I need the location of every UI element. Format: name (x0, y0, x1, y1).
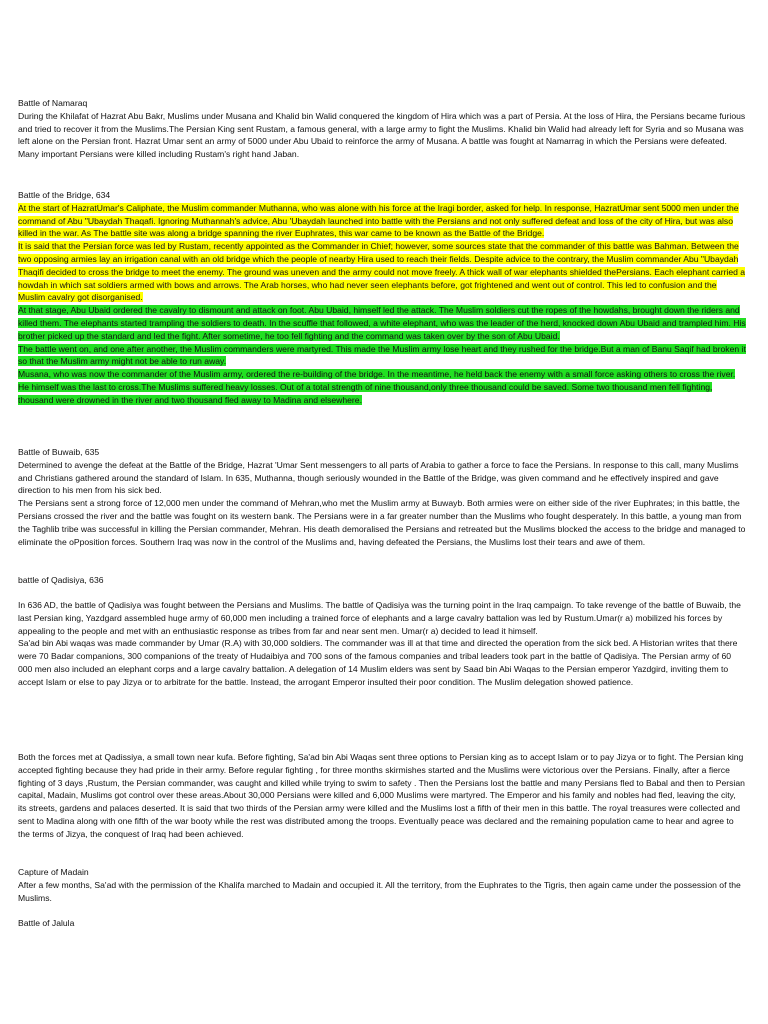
section-qadissiya-battle (18, 751, 746, 841)
section-namaraq (18, 97, 746, 161)
section-title: Capture of Madain (18, 867, 89, 877)
paragraph: The Persians sent a strong force of 12,000 men under the command of Mehran,who met the Muslim army at Buwayb. Both armies were on either side of the river Euphrates; in this battle, the Persians crossed the river and the battle was fought on its western bank. The Persians were in a far greater number than the Muslims who fought desperately. In this battle, a young man from the Taghlib tribe was successful in killing the Persian commander, Mehran. His death demoralised the Persians and retreated but the Muslims blocked the access to the bridge and managed to eliminate the oPposition forces. Southern Iraq was now in the control of the Muslims and, having defeated the Persians, the Muslims lost their tears and awe of them. (18, 498, 746, 547)
highlight-green: At that stage, Abu Ubaid ordered the cavalry to dismount and attack on foot. Abu Ubaid, himself led the attack. The Muslim soldiers cut the ropes of the howdahs, brought down the riders and killed them. The elephants started trampling the soldiers to death. In the scuffle that followed, a white elephant, who was the leader of the herd, knocked down Abu Ubaid and trampled him. His brother picked up the standard and led the fight. After sometime, he too fell fighting and the command was taken over by the son of Abu Ubaid. (18, 305, 746, 341)
section-title: Battle of Namaraq (18, 98, 88, 108)
paragraph: During the Khilafat of Hazrat Abu Bakr, Muslims under Musana and Khalid bin Walid conquered the kingdom of Hira which was a part of Persia. At the loss of Hira, the Persians became furious and tried to recover it from the Muslims.The Persian King sent Rustam, a famous general, with a large army to fight the Muslims. Khalid bin Walid had already left for Syria and so Musana was left alone on the Persian front. Hazrat Umar sent an army of 5000 under Abu Ubaid to reinforce the army of Musana. A battle was fought at Namarrag in which the Persians were defeated. Many important Persians were killed including Rustam's right hand Jaban. (18, 110, 746, 160)
section-madain (18, 866, 746, 904)
section-title: Battle of Buwaib, 635 (18, 447, 100, 457)
paragraph: Determined to avenge the defeat at the Battle of the Bridge, Hazrat 'Umar Sent messengers to all parts of Arabia to gather a force to face the Persians. In response to this call, many Muslims and Christians gathered around the standard of Islam. In 635, Muthanna, though seriously wounded in the Battle of the Bridge, was given command and he effectively inspired and gave direction to his men from his sick bed. (18, 459, 739, 496)
section-title: Battle of Jalula (18, 918, 75, 928)
paragraph-highlighted-green (18, 343, 746, 369)
section-buwaib (18, 446, 746, 548)
section-jalula (18, 917, 746, 930)
section-bridge (18, 189, 746, 407)
section-qadisiya (18, 599, 746, 689)
highlight-yellow: At the start of HazratUmar's Caliphate, the Muslim commander Muthanna, who was alone with his force at the Iragi border, asked for help. In response, HazratUmar sent 5000 men under the command of Abu "Ubaydah Thaqafi. Ignoring Muthannah's advice, Abu 'Ubaydah launched into battle with the Persians and not only suffered defeat and loss of the city of Hira, but was also killed in the war. As The battle site was along a bridge spanning the river Euphrates, this war came to be known as the Battle of the Bridge. (18, 202, 739, 239)
highlight-green: The battle went on, and one after another, the Muslim commanders were martyred. This made the Muslim army lose heart and they rushed for the bridge.But a man of Banu Saqif had broken it so that the Muslim army might not be able to run away. (18, 343, 746, 367)
paragraph-highlighted-green (18, 368, 746, 406)
paragraph: After a few months, Sa'ad with the permission of the Khalifa marched to Madain and occupied it. All the territory, from the Euphrates to the Tigris, then again came under the possession of the Muslims. (18, 879, 741, 903)
section-title: Battle of the Bridge, 634 (18, 190, 111, 200)
paragraph-highlighted-yellow (18, 202, 746, 240)
paragraph: Sa'ad bin Abi waqas was made commander by Umar (R.A) with 30,000 soldiers. The commander was ill at that time and directed the operation from the sick bed. A Historian writes that there were 70 Badar companions, 300 companions of the treaty of Hudaibiya and 700 sons of the famous companies and tribal leaders took part in the battle of Qadisiya. The Persian army of 60 000 men also included an elephant corps and a large cavalry battalion. A delegation of 14 Muslim elders was sent by Saad bin Abi Waqas to the Persian emperor Yazdgird, inviting them to accept Islam or else to pay Jizya or to arbitrate for the battle. Instead, the arrogant Emperor insulted their poor condition. The Muslim delegation showed patience. (18, 638, 738, 687)
paragraph: Both the forces met at Qadissiya, a small town near kufa. Before fighting, Sa'ad bin Abi Waqas sent three options to Persian king as to accept Islam or to pay Jizya or to fight. The Persian king accepted fighting because they had pride in their army. Before regular fighting , for three months skirmishes started and the Muslims were victorious over the Persians. Finally, after a fierce fighting of 3 days ,Rustum, the Persian commander, was caught and killed while trying to swim to safety . Then the Persians lost the battle and many Persians fled to Babal and then to Persian capital, Madain, Muslims got control over these areas.About 30,000 Persians were killed and 6,000 Muslims were martyred. The Emperor and his family and nobles had fled, leaving the city, its streets, gardens and palaces deserted. It is said that two thirds of the Persian army were killed and the Muslims lost a fifth of their men in this battle. The royal treasures were collected and sent to Madina along with one fifth of the war booty while the rest was distributed among the troops. Eventually peace was declared and the remaining population came to hear and agree to the terms of Jizya, the conquest of Iraq had been achieved. (18, 752, 745, 839)
highlight-yellow: It is said that the Persian force was led by Rustam, recently appointed as the Commander in Chief; however, some sources state that the commander of this battle was Bahman. Between the two opposing armies lay an irrigation canal with an old bridge which the people of nearby Hira used to reach their fields. Despite advice to the contrary, the Muslim commander Abu "Ubaydah Thaqifi decided to cross the bridge to meet the enemy. The ground was uneven and the army could not move freely. A thick wall of war elephants shielded thePersians. Each elephant carried a howdah in which sat soldiers armed with bows and arrows. The Arab horses, who had never seen elephants before, got frightened and went out of control. This led to confusion and the Muslim cavalry got disorganised. (18, 241, 746, 303)
paragraph-highlighted-yellow (18, 240, 746, 304)
highlight-green: Musana, who was now the commander of the Muslim army, ordered the re-building of the bridge. In the meantime, he held back the enemy with a small force asking others to cross the river. He himself was the last to cross.The Muslims suffered heavy losses. Out of a total strength of nine thousand,only three thousand could be saved. Some two thousand men fell fighting, thousand were drowned in the river and two thousand fled away to Madina and elsewhere. (18, 369, 736, 405)
section-qadisiya-title (18, 574, 746, 587)
paragraph: In 636 AD, the battle of Qadisiya was fought between the Persians and Muslims. The battle of Qadisiya was the turning point in the Iraq campaign. To take revenge of the battle of Buwaib, the last Persian king, Yazdgard assembled huge army of 60,000 men including a trained force of elephants and a large cavalry battalion was led by Rustum.Umar(r a) mobilized his forces by appealing to the people and met with an enthusiastic response as tribes from far and near sent men. Umar(r a) decided to lead it himself. (18, 600, 741, 636)
section-title: battle of Qadisiya, 636 (18, 575, 104, 585)
paragraph-highlighted-green (18, 304, 746, 342)
